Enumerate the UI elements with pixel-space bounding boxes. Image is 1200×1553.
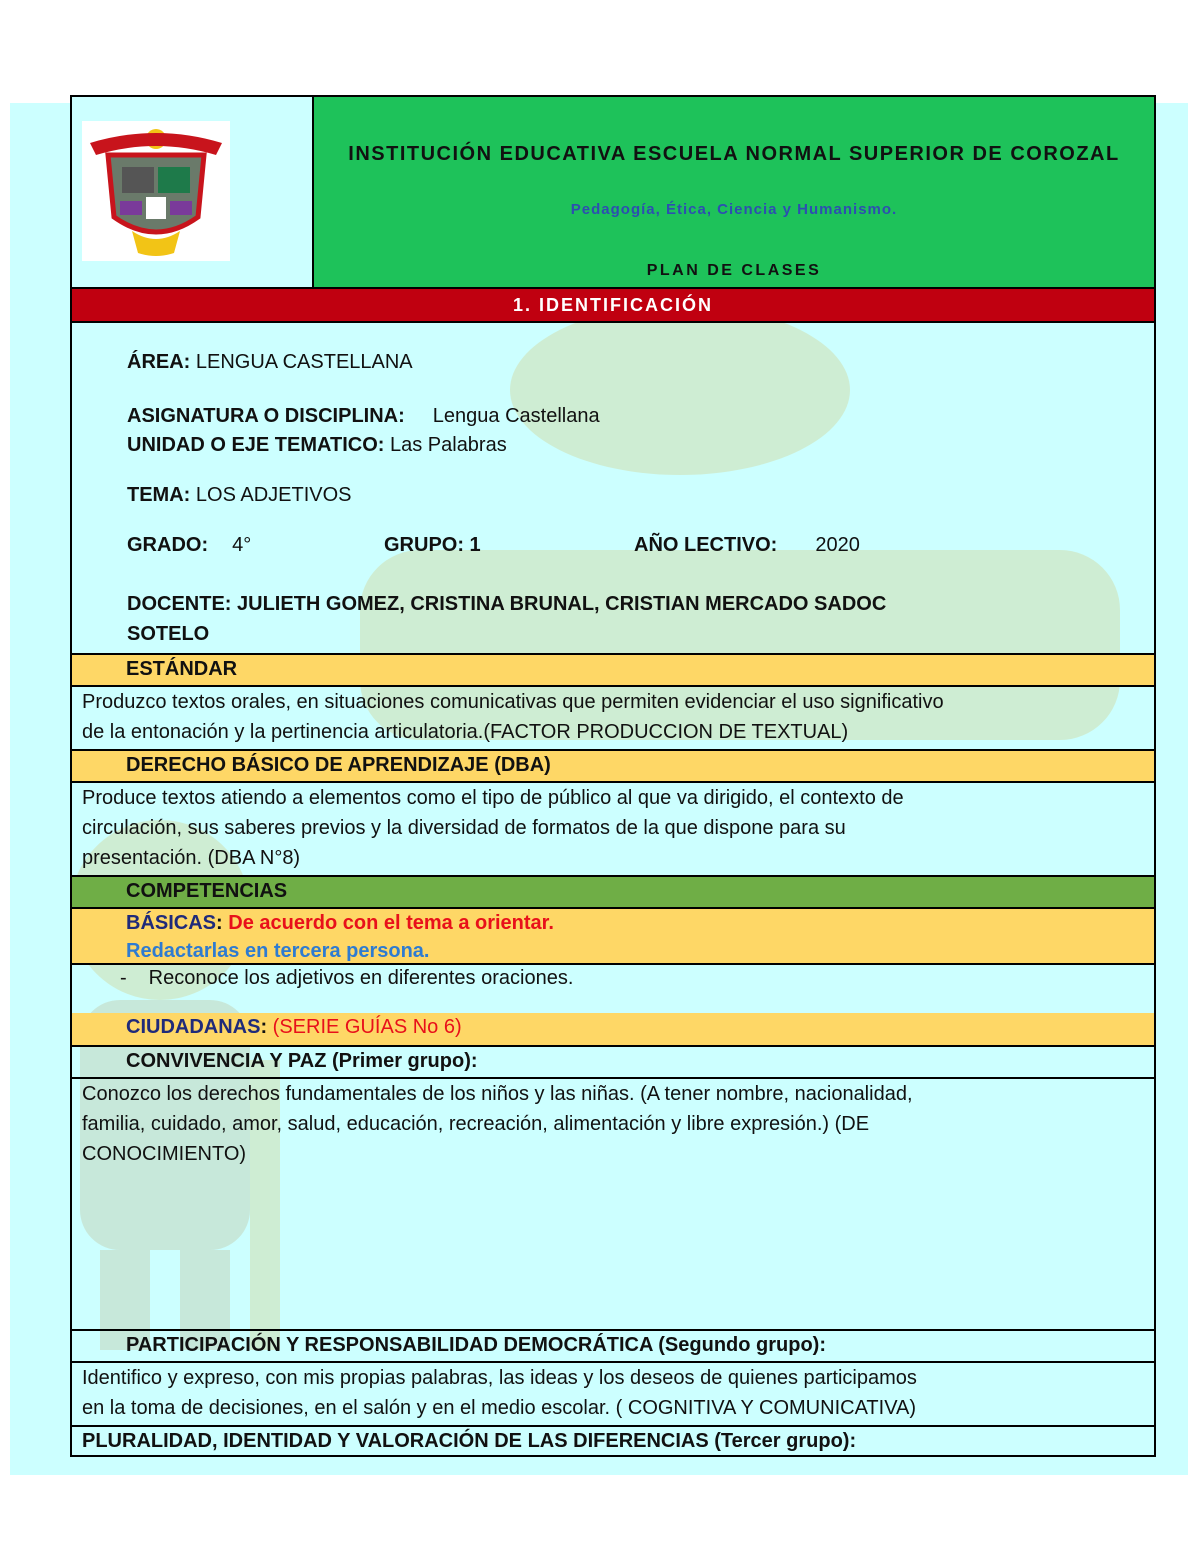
convivencia-line-2: familia, cuidado, amor, salud, educación, recreación, alimentación y libre expresión.) (DE: [82, 1113, 870, 1135]
grado-label: GRADO:: [127, 534, 209, 556]
competencias-header: COMPETENCIAS: [72, 875, 1154, 907]
participacion-line-1: Identifico y expreso, con mis propias palabras, las ideas y los deseos de quienes participamos: [82, 1367, 917, 1389]
pluralidad-suffix: (Tercer grupo):: [708, 1430, 857, 1452]
dba-header: DERECHO BÁSICO DE APRENDIZAJE (DBA): [72, 749, 1154, 781]
institution-header: [314, 97, 1154, 287]
docente-names: JULIETH GOMEZ, CRISTINA BRUNAL, CRISTIAN MERCADO SADOC: [231, 593, 887, 615]
identification-block: [72, 321, 1154, 655]
dba-line-1: Produce textos atiendo a elementos como el tipo de público al que va dirigido, el contexto de: [82, 787, 904, 809]
basicas-bullets: [72, 963, 1154, 1013]
docente-line: [127, 593, 886, 616]
basicas-colon: :: [216, 912, 223, 934]
ciudadanas-block: [72, 1013, 1154, 1045]
tema-label: TEMA:: [127, 484, 191, 506]
dba-line-3: presentación. (DBA N°8): [82, 847, 301, 869]
unidad-label: UNIDAD O EJE TEMATICO:: [127, 434, 385, 456]
basicas-label: BÁSICAS: [126, 912, 217, 934]
convivencia-line-3: CONOCIMIENTO): [82, 1143, 247, 1165]
dba-line-2: circulación, sus saberes previos y la diversidad de formatos de la que dispone para su: [82, 817, 846, 839]
institution-name: INSTITUCIÓN EDUCATIVA ESCUELA NORMAL SUPERIOR DE COROZAL: [348, 143, 1120, 165]
estandar-line-1: Produzco textos orales, en situaciones comunicativas que permiten evidenciar el uso significativo: [82, 691, 944, 713]
grupo-label: GRUPO:: [384, 534, 464, 556]
docente-label: DOCENTE:: [127, 593, 232, 615]
basicas-note: De acuerdo con el tema a orientar.: [222, 912, 554, 934]
pluralidad-title: PLURALIDAD, IDENTIDAD Y VALORACIÓN DE LAS DIFERENCIAS: [82, 1430, 709, 1452]
participacion-line-2: en la toma de decisiones, en el salón y en el medio escolar. ( COGNITIVA Y COMUNICATIVA): [82, 1397, 917, 1419]
docente-line2: SOTELO: [127, 623, 210, 645]
area-line: [127, 351, 413, 374]
plan-title: PLAN DE CLASES: [646, 262, 822, 279]
bullet-text: Reconoce los adjetivos en diferentes oraciones.: [148, 967, 574, 989]
grupo-value: 1: [464, 534, 481, 556]
grupo-line: [384, 534, 481, 557]
school-crest: [82, 121, 230, 261]
basicas-line: [126, 909, 1154, 937]
participacion-body: [72, 1361, 1154, 1425]
area-value: LENGUA CASTELLANA: [190, 351, 413, 373]
tema-line: [127, 484, 352, 507]
ciudadanas-note: (SERIE GUÍAS No 6): [267, 1016, 462, 1038]
pluralidad-header: [72, 1425, 1154, 1455]
asignatura-value: Lengua Castellana: [432, 405, 600, 427]
grado-value: 4°: [232, 534, 252, 556]
unidad-value: Las Palabras: [384, 434, 507, 456]
area-label: ÁREA:: [127, 351, 191, 373]
asignatura-line: [127, 405, 600, 428]
participacion-header: PARTICIPACIÓN Y RESPONSABILIDAD DEMOCRÁTICA (Segundo grupo):: [72, 1329, 1154, 1361]
logo-cell: [72, 97, 314, 287]
basicas-note-2: Redactarlas en tercera persona.: [126, 940, 430, 962]
convivencia-header: CONVIVENCIA Y PAZ (Primer grupo):: [72, 1045, 1154, 1077]
anio-label: AÑO LECTIVO:: [634, 534, 778, 556]
estandar-line-2: de la entonación y la pertinencia articulatoria.(FACTOR PRODUCCION DE TEXTUAL): [82, 721, 849, 743]
tema-value: LOS ADJETIVOS: [190, 484, 352, 506]
unidad-line: [127, 434, 507, 457]
anio-value: 2020: [815, 534, 860, 556]
convivencia-body: [72, 1077, 1154, 1329]
grado-line: [127, 534, 251, 557]
anio-line: [634, 534, 860, 557]
section-identificacion: 1. IDENTIFICACIÓN: [72, 287, 1154, 321]
lesson-plan-document: [70, 95, 1156, 1457]
institution-motto: Pedagogía, Ética, Ciencia y Humanismo.: [570, 201, 898, 218]
crest-icon: [82, 121, 230, 261]
dba-body: [72, 781, 1154, 875]
bullet-dash: -: [120, 967, 127, 989]
ciudadanas-label: CIUDADANAS: [126, 1016, 261, 1038]
basicas-block: [72, 907, 1154, 963]
ciudadanas-colon: :: [260, 1016, 268, 1038]
estandar-header: ESTÁNDAR: [72, 653, 1154, 685]
estandar-body: [72, 685, 1154, 749]
asignatura-label: ASIGNATURA O DISCIPLINA:: [127, 405, 405, 427]
convivencia-line-1: Conozco los derechos fundamentales de los niños y las niñas. (A tener nombre, nacionalidad,: [82, 1083, 913, 1105]
